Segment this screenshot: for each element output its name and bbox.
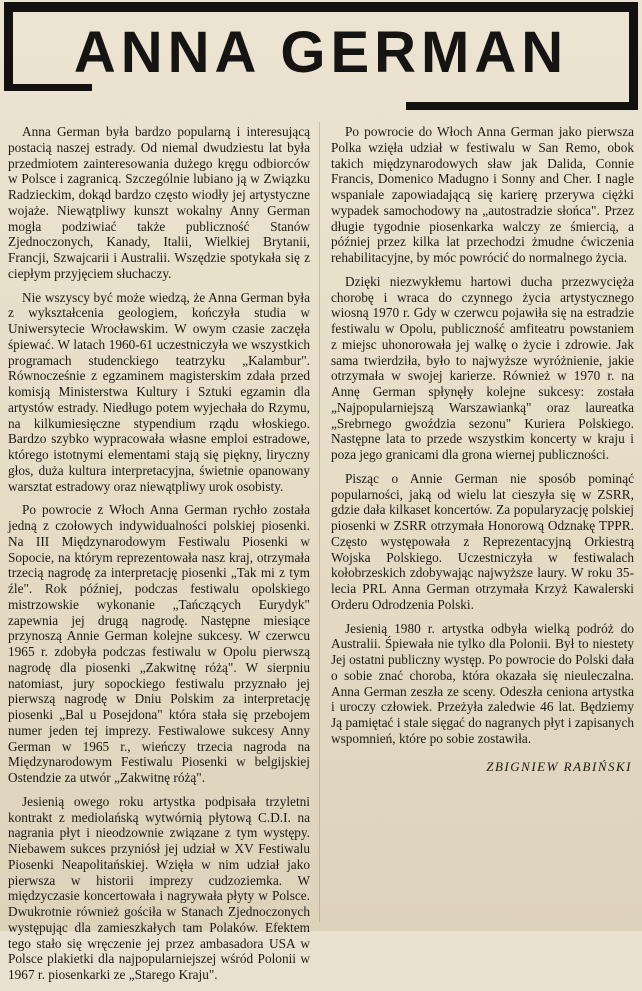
frame-bottom-right-rule — [406, 102, 638, 110]
column-divider — [319, 122, 320, 922]
article-paragraph-3: Po powrocie z Włoch Anna German rychło została jedną z czołowych indywidualności polskiej piosenki. Na III Międzynarodowym Festiwalu Piosenki w Sopocie, na którym reprezentowała nasz kraj, otrzymała trzecią nagrodę za interpretację piosenki „Tak mi z tym źle". Rok później, podczas festiwalu opolskiego mistrzowskie wykonanie „Tańczących Eurydyk" zapewnia jej drugą nagrodę. Następne miesiące przynoszą Annie German kolejne sukcesy. W czerwcu 1965 r. zdobyła podczas festiwalu w Opolu pierwszą nagrodę dla piosenki „Zakwitnę różą". W sierpniu natomiast, jury sopockiego festiwalu przyznało jej pierwszą nagrodę w Dniu Polskim za interpretację piosenki „Bal u Posejdona" która stała się przebojem numer jeden tej imprezy. Festiwalowe sukcesy Anny German w 1965 r., wieńczy trzecia nagroda na Międzynarodowym Festiwalu Piosenki w belgijskiej Ostendzie za utwór „Zakwitnę różą". — [8, 502, 310, 785]
article-paragraph-6: Dzięki niezwykłemu hartowi ducha przezwycięża chorobę i wraca do czynnego życia artystycznego wiosną 1970 r. Gdy w czerwcu pojawiła się na estradzie festiwalu w Opolu, publiczność amfiteatru powstaniem z miejsc uhonorowała jej walkę o życie i zdrowie. Jak sama twierdziła, było to najwyższe wyróżnienie, jakie otrzymała w swojej karierze. Również w 1970 r. na Annę German spłynęły kolejne sukcesy: została „Najpopularniejszą Warszawianką" oraz laureatka „Srebrnego gwoździa sezonu" Kuriera Polskiego. Następne lata to przede wszystkim koncerty w kraju i poza jego granicami dla grona wiernej publiczności. — [331, 273, 634, 462]
article-paragraph-1: Anna German była bardzo popularną i interesującą postacią naszej estrady. Od niemal dwudziestu lat była przedmiotem zainteresowania dużego kręgu odbiorców w Polsce i zagranicą. Szczególnie lubiano ją w Związku Radzieckim, dokąd bardzo często wiodły jej artystyczne wojaże. Niewątpliwy kunszt wokalny Anny German mogła podziwiać także publiczność Stanów Zjednoczonych, Kanady, Italii, Wielkiej Brytanii, Francji, Szwajcarii i Australii. Wszędzie spotykała się z ciepłym przyjęciem słuchaczy. — [8, 124, 310, 281]
article-column-right — [331, 124, 634, 774]
article-paragraph-5: Po powrocie do Włoch Anna German jako pierwsza Polka wzięła udział w festiwalu w San Remo, obok takich międzynarodowych sław jak Dalida, Connie Francis, Domenico Madugno i Sonny and Cher. I nagle wspaniale zapowiadającą się karierę przerywa ciężki wypadek samochodowy na „autostradzie słońca". Przez długie tygodnie piosenkarka walczy ze śmiercią, a później przez kilka lat przechodzi żmudne ćwiczenia rehabilitacyjne, by móc powrócić do normalnego życia. — [331, 124, 634, 265]
article-column-left — [8, 124, 310, 991]
title-frame — [4, 2, 638, 110]
article-paragraph-7: Pisząc o Annie German nie sposób pominąć popularności, jaką od wielu lat cieszyła się w ZSRR, gdzie dała kilkaset koncertów. Za popularyzację polskiej piosenki w ZSRR otrzymała Honorową Odznakę TPPR. Często występowała z Reprezentacyjną Orkiestrą Wojska Polskiego. Uczestniczyła w festiwalach kołobrzeskich zdobywając najwyższe laury. W roku 35-lecia PRL Anna German otrzymała Krzyż Kawalerski Orderu Odrodzenia Polski. — [331, 470, 634, 612]
article-paragraph-2: Nie wszyscy być może wiedzą, że Anna German była z wykształcenia geologiem, kończyła studia w Uniwersytecie Wrocławskim. W owym czasie zaczęła śpiewać. W latach 1960-61 uczestniczyła we wszystkich programach studenckiego teatrzyku „Kalambur". Równocześnie z egzaminem magisterskim zdała przed komisją Ministerstwa Kultury i Sztuki egzamin dla artystów estrady. Niedługo potem wyjechała do Rzymu, na kilkumiesięczne stypendium rządu włoskiego. Bardzo szybko wypracowała własne emploi estradowe, którego istotnymi elementami stają się piękny, liryczny głos, duża kultura interpretacyjna, świetnie opanowany warsztat estradowy oraz niewątpliwy urok osobisty. — [8, 289, 310, 494]
author-byline: ZBIGNIEW RABIŃSKI — [486, 758, 632, 774]
frame-top-rule — [4, 2, 638, 12]
article-paragraph-4: Jesienią owego roku artystka podpisała trzyletni kontrakt z mediolańską wytwórnią płytową C.D.I. na nagrania płyt i nieodzownie związane z tym występy. Niebawem sukces przyniósł jej udział w XV Festiwalu Piosenki Neapolitańskiej. Wzięła w nim udział jako pierwsza w historii imprezy cudzoziemka. W międzyczasie koncertowała i nagrywała płyty w Polsce. Dwukrotnie również gościła w Stanach Zjednoczonych występując dla zamieszkałych tam Polaków. Efektem tego stało się wręczenie jej przez ambasadora USA w Polsce plakietki dla najpopularniejszej wśród Polonii w 1967 r. piosenkarki ze „Starego Kraju". — [8, 793, 310, 982]
article-paragraph-8: Jesienią 1980 r. artystka odbyła wielką podróż do Australii. Śpiewała nie tylko dla Polonii. Był to niestety Jej ostatni publiczny występ. Po powrocie do Polski dała o sobie znać choroba, która okazała się nieuleczalna. Anna German zeszła ze sceny. Odeszła ceniona artystka i uroczy człowiek. Przeżyła zaledwie 46 lat. Będziemy Ją pamiętać i stale sięgać do nagranych płyt i zapisanych wspomnień, które po sobie zostawiła. — [331, 620, 634, 746]
article-headline: ANNA GERMAN — [73, 20, 569, 85]
